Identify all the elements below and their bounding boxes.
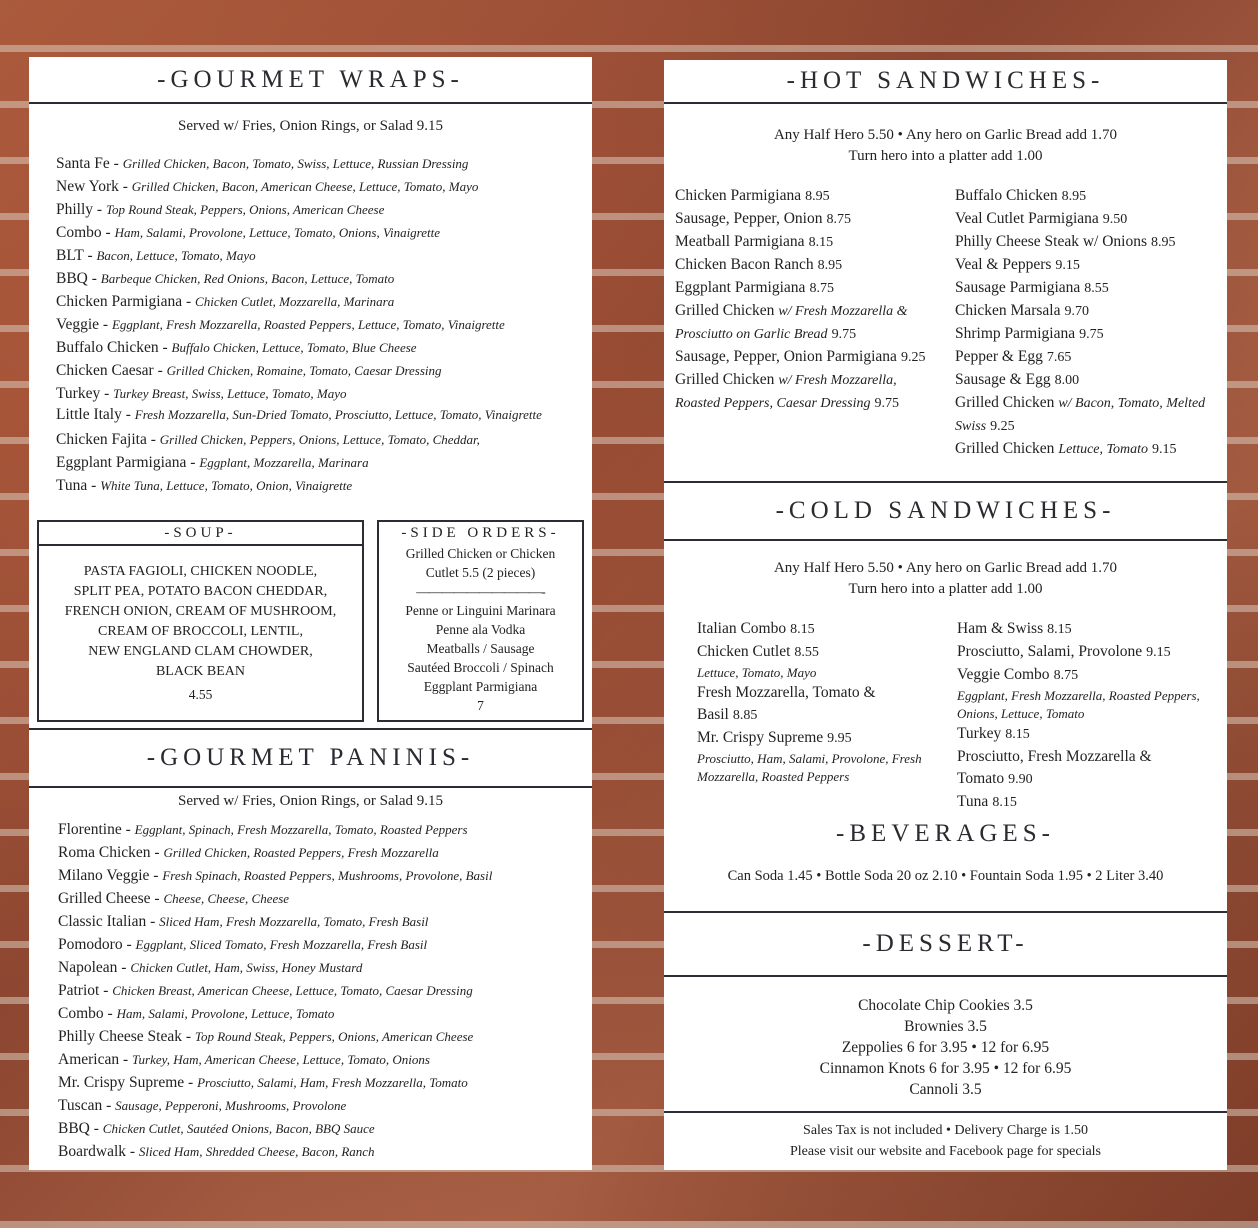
sandwich-name: Buffalo Chicken — [955, 187, 1058, 204]
sandwich-item — [675, 369, 937, 415]
dessert-item: Chocolate Chip Cookies 3.5 — [858, 997, 1033, 1014]
dessert-title: -DESSERT- — [664, 911, 1227, 977]
menu-item — [56, 474, 571, 497]
sandwich-price: 8.85 — [732, 708, 758, 723]
sandwich-item — [675, 254, 937, 277]
sandwich-item — [955, 346, 1220, 369]
cold-right-list — [957, 618, 1222, 814]
item-name: Tuscan - — [58, 1097, 116, 1114]
item-name: Grilled Cheese - — [58, 890, 164, 907]
menu-item — [56, 359, 571, 382]
item-name: BBQ - — [58, 1120, 103, 1137]
item-description: Grilled Chicken, Peppers, Onions, Lettuce, Tomato, Cheddar, — [159, 432, 480, 447]
wraps-list — [56, 152, 571, 497]
item-name: Milano Veggie - — [58, 867, 163, 884]
footer-line1: Sales Tax is not included • Delivery Charge is 1.50 — [803, 1123, 1088, 1138]
paninis-title: -GOURMET PANINIS- — [29, 728, 592, 788]
item-name: Mr. Crispy Supreme - — [58, 1074, 198, 1091]
hot-line2: Turn hero into a platter add 1.00 — [848, 148, 1043, 164]
sandwich-name: Ham & Swiss — [957, 620, 1044, 637]
beverages-title: -BEVERAGES- — [836, 820, 1055, 847]
item-name: Roma Chicken - — [58, 844, 164, 861]
sandwich-item — [697, 682, 927, 727]
sandwich-item — [955, 231, 1220, 254]
item-name: Turkey - — [56, 385, 114, 402]
sandwich-name: Sausage, Pepper, Onion — [675, 210, 823, 227]
sandwich-price: 8.75 — [1053, 668, 1079, 683]
side-orders-line1: Grilled Chicken or Chicken — [405, 546, 556, 561]
menu-item — [58, 1071, 573, 1094]
beverages-line: Can Soda 1.45 • Bottle Soda 20 oz 2.10 • Fountain Soda 1.95 • 2 Liter 3.40 — [727, 868, 1164, 884]
dessert-list — [664, 995, 1227, 1100]
side-orders-list — [379, 601, 582, 696]
sandwich-name: Grilled Chicken — [955, 394, 1059, 411]
footer-divider — [664, 1111, 1227, 1113]
sandwich-price: 9.15 — [1152, 442, 1177, 457]
sandwich-item — [957, 641, 1222, 664]
sandwich-name: Tuna — [957, 793, 989, 810]
sandwich-item — [955, 300, 1220, 323]
item-description: Barbeque Chicken, Red Onions, Bacon, Lettuce, Tomato — [100, 271, 395, 286]
sandwich-price: 8.15 — [992, 795, 1017, 810]
menu-item — [58, 1140, 573, 1163]
item-description: Grilled Chicken, Bacon, Tomato, Swiss, Lettuce, Russian Dressing — [122, 156, 469, 171]
item-description: Bacon, Lettuce, Tomato, Mayo — [96, 248, 256, 263]
cold-left-list — [697, 618, 927, 786]
sandwich-item — [675, 277, 937, 300]
menu-item — [56, 451, 571, 474]
menu-item — [56, 405, 571, 424]
sandwich-price: 8.95 — [805, 189, 830, 204]
sandwich-item — [957, 618, 1222, 641]
sandwich-price: 9.90 — [1008, 772, 1033, 787]
menu-item — [58, 1117, 573, 1140]
sandwich-price: 8.75 — [809, 281, 834, 296]
dessert-item: Cinnamon Knots 6 for 3.95 • 12 for 6.95 — [819, 1060, 1072, 1077]
wraps-title: -GOURMET WRAPS- — [29, 57, 592, 104]
sandwich-price: 9.15 — [1146, 645, 1171, 660]
sandwich-price: 9.25 — [990, 419, 1015, 434]
sandwich-item — [697, 641, 927, 682]
item-description: Fresh Mozzarella, Sun-Dried Tomato, Prosciutto, Lettuce, Tomato, Vinaigrette — [134, 407, 542, 422]
side-orders-price: 7 — [477, 698, 484, 713]
item-name: Eggplant Parmigiana - — [56, 454, 200, 471]
item-description: Eggplant, Spinach, Fresh Mozzarella, Tomato, Roasted Peppers — [134, 822, 468, 837]
item-description: Chicken Cutlet, Sautéed Onions, Bacon, BBQ Sauce — [102, 1121, 375, 1136]
item-name: Santa Fe - — [56, 155, 123, 172]
soup-price: 4.55 — [188, 687, 213, 702]
cold-line1: Any Half Hero 5.50 • Any hero on Garlic Bread add 1.70 — [773, 560, 1118, 576]
sandwich-item — [955, 369, 1220, 392]
sandwich-item — [697, 618, 927, 641]
sandwich-price: 9.15 — [1055, 258, 1080, 273]
item-description: Top Round Steak, Peppers, Onions, American Cheese — [194, 1029, 474, 1044]
item-description: Grilled Chicken, Roasted Peppers, Fresh Mozzarella — [163, 845, 439, 860]
item-name: Veggie - — [56, 316, 112, 333]
item-description: White Tuna, Lettuce, Tomato, Onion, Vinaigrette — [100, 478, 353, 493]
side-orders-title: -SIDE ORDERS- — [401, 525, 560, 541]
soup-item: PASTA FAGIOLI, CHICKEN NOODLE, — [83, 564, 318, 579]
sandwich-item — [957, 723, 1222, 746]
sandwich-name: Chicken Bacon Ranch — [675, 256, 814, 273]
sandwich-name: Prosciutto, Fresh Mozzarella & Tomato — [957, 748, 1152, 787]
sandwich-note: Lettuce, Tomato, Mayo — [697, 665, 817, 680]
sandwich-name: Meatball Parmigiana — [675, 233, 805, 250]
sandwich-price: 8.75 — [826, 212, 851, 227]
sandwich-price: 9.75 — [831, 327, 857, 342]
item-name: Philly - — [56, 201, 106, 218]
sandwich-name: Grilled Chicken — [675, 302, 779, 319]
item-description: Fresh Spinach, Roasted Peppers, Mushrooms, Provolone, Basil — [162, 868, 493, 883]
side-order-item: Penne ala Vodka — [435, 622, 526, 637]
item-name: Chicken Fajita - — [56, 431, 160, 448]
menu-item — [58, 864, 573, 887]
soup-list — [39, 546, 362, 682]
sandwich-item — [955, 185, 1220, 208]
sandwich-item — [675, 208, 937, 231]
item-name: Tuna - — [56, 477, 101, 494]
soup-item: CREAM OF BROCCOLI, LENTIL, — [98, 624, 303, 639]
menu-item — [58, 1025, 573, 1048]
sandwich-name: Mr. Crispy Supreme — [697, 729, 824, 746]
sandwich-item — [675, 185, 937, 208]
soup-item: SPLIT PEA, POTATO BACON CHEDDAR, — [73, 584, 328, 599]
sandwich-item — [957, 791, 1222, 814]
sandwich-name: Italian Combo — [697, 620, 787, 637]
sandwich-note: Eggplant, Fresh Mozzarella, Roasted Peppers, Onions, Lettuce, Tomato — [957, 688, 1200, 721]
sandwich-item — [955, 438, 1220, 461]
soup-title: -SOUP- — [39, 522, 362, 546]
sandwich-name: Sausage, Pepper, Onion Parmigiana — [675, 348, 897, 365]
item-description: Turkey, Ham, American Cheese, Lettuce, Tomato, Onions — [132, 1052, 430, 1067]
wraps-subtitle: Served w/ Fries, Onion Rings, or Salad 9.15 — [178, 118, 443, 134]
item-name: BLT - — [56, 247, 97, 264]
menu-item — [56, 313, 571, 336]
sandwich-description: w/ Fresh Mozzarella & Prosciutto on Garlic Bread — [675, 304, 908, 342]
sandwich-name: Pepper & Egg — [955, 348, 1043, 365]
sandwich-item — [675, 346, 937, 369]
sandwich-price: 8.55 — [1084, 281, 1109, 296]
item-name: New York - — [56, 178, 132, 195]
menu-item — [56, 382, 571, 405]
menu-item — [58, 1002, 573, 1025]
sandwich-item — [697, 727, 927, 786]
soup-item: FRENCH ONION, CREAM OF MUSHROOM, — [64, 604, 337, 619]
sandwich-name: Turkey — [957, 725, 1002, 742]
cold-line2: Turn hero into a platter add 1.00 — [848, 581, 1043, 597]
dessert-item: Cannoli 3.5 — [909, 1081, 982, 1098]
item-name: American - — [58, 1051, 133, 1068]
sandwich-name: Chicken Marsala — [955, 302, 1061, 319]
hot-line1: Any Half Hero 5.50 • Any hero on Garlic Bread add 1.70 — [773, 127, 1118, 143]
sandwich-price: 9.75 — [1079, 327, 1104, 342]
cold-title: -COLD SANDWICHES- — [664, 481, 1227, 541]
menu-item — [58, 1094, 573, 1117]
left-menu-panel — [29, 57, 592, 1170]
sandwich-name: Chicken Cutlet — [697, 643, 791, 660]
sandwich-price: 9.75 — [874, 396, 899, 411]
sandwich-item — [955, 392, 1220, 438]
menu-item — [58, 818, 573, 841]
item-name: BBQ - — [56, 270, 101, 287]
soup-item: NEW ENGLAND CLAM CHOWDER, — [88, 644, 313, 659]
sandwich-name: Prosciutto, Salami, Provolone — [957, 643, 1143, 660]
item-description: Chicken Cutlet, Ham, Swiss, Honey Mustard — [130, 960, 363, 975]
side-orders-divider: ——————————- — [416, 584, 545, 599]
sandwich-price: 8.95 — [1151, 235, 1176, 250]
sandwich-name: Grilled Chicken — [955, 440, 1059, 457]
sandwich-price: 8.95 — [1061, 189, 1087, 204]
sandwich-item — [957, 746, 1222, 791]
sandwich-description: w/ Bacon, Tomato, Melted Swiss — [955, 396, 1206, 434]
sandwich-name: Veal Cutlet Parmigiana — [955, 210, 1099, 227]
sandwich-name: Grilled Chicken — [675, 371, 779, 388]
sandwich-name: Fresh Mozzarella, Tomato & Basil — [697, 684, 876, 723]
menu-item — [58, 910, 573, 933]
sandwich-description: w/ Fresh Mozzarella, Roasted Peppers, Caesar Dressing — [675, 373, 897, 411]
sandwich-price: 8.55 — [794, 645, 819, 660]
sandwich-price: 9.95 — [827, 731, 852, 746]
menu-item — [56, 152, 571, 175]
sandwich-name: Chicken Parmigiana — [675, 187, 802, 204]
dessert-item: Brownies 3.5 — [904, 1018, 987, 1035]
footer-line2: Please visit our website and Facebook page for specials — [789, 1144, 1102, 1159]
sandwich-note: Prosciutto, Ham, Salami, Provolone, Fresh Mozzarella, Roasted Peppers — [697, 751, 922, 784]
side-order-item: Meatballs / Sausage — [426, 641, 535, 656]
sandwich-name: Veal & Peppers — [955, 256, 1052, 273]
sandwich-name: Sausage & Egg — [955, 371, 1051, 388]
menu-item — [56, 198, 571, 221]
item-description: Turkey Breast, Swiss, Lettuce, Tomato, Mayo — [113, 386, 347, 401]
sandwich-name: Shrimp Parmigiana — [955, 325, 1076, 342]
menu-item — [58, 841, 573, 864]
item-name: Combo - — [56, 224, 115, 241]
menu-item — [58, 933, 573, 956]
sandwich-price: 9.25 — [900, 350, 926, 365]
menu-item — [58, 956, 573, 979]
paninis-list — [58, 818, 573, 1163]
item-description: Cheese, Cheese, Cheese — [163, 891, 290, 906]
item-name: Classic Italian - — [58, 913, 160, 930]
item-description: Chicken Cutlet, Mozzarella, Marinara — [195, 294, 395, 309]
item-name: Philly Cheese Steak - — [58, 1028, 195, 1045]
item-description: Ham, Salami, Provolone, Lettuce, Tomato, Onions, Vinaigrette — [114, 225, 441, 240]
side-orders-box — [377, 520, 584, 722]
item-description: Chicken Breast, American Cheese, Lettuce, Tomato, Caesar Dressing — [112, 983, 473, 998]
hot-right-list — [955, 185, 1220, 461]
menu-item — [56, 336, 571, 359]
side-order-item: Eggplant Parmigiana — [423, 679, 538, 694]
sandwich-name: Sausage Parmigiana — [955, 279, 1081, 296]
sandwich-item — [675, 231, 937, 254]
item-name: Little Italy - — [56, 406, 135, 423]
sandwich-item — [957, 664, 1222, 723]
sandwich-price: 7.65 — [1046, 350, 1072, 365]
sandwich-item — [955, 254, 1220, 277]
item-description: Prosciutto, Salami, Ham, Fresh Mozzarella, Tomato — [197, 1075, 468, 1090]
menu-item — [56, 267, 571, 290]
sandwich-price: 9.70 — [1064, 304, 1089, 319]
item-description: Sliced Ham, Shredded Cheese, Bacon, Ranch — [138, 1144, 375, 1159]
sandwich-item — [675, 300, 937, 346]
menu-item — [56, 244, 571, 267]
sandwich-price: 8.95 — [817, 258, 843, 273]
menu-item — [56, 221, 571, 244]
menu-item — [58, 887, 573, 910]
item-description: Eggplant, Fresh Mozzarella, Roasted Peppers, Lettuce, Tomato, Vinaigrette — [111, 317, 505, 332]
soup-item: BLACK BEAN — [155, 664, 246, 679]
item-description: Sliced Ham, Fresh Mozzarella, Tomato, Fresh Basil — [159, 914, 429, 929]
item-name: Patriot - — [58, 982, 113, 999]
right-menu-panel — [664, 60, 1227, 1170]
menu-item — [58, 1048, 573, 1071]
item-name: Boardwalk - — [58, 1143, 139, 1160]
item-description: Eggplant, Mozzarella, Marinara — [199, 455, 369, 470]
item-description: Grilled Chicken, Bacon, American Cheese, Lettuce, Tomato, Mayo — [131, 179, 479, 194]
soup-box — [37, 520, 364, 722]
side-order-item: Penne or Linguini Marinara — [405, 603, 556, 618]
sandwich-name: Veggie Combo — [957, 666, 1050, 683]
item-description: Top Round Steak, Peppers, Onions, American Cheese — [105, 202, 385, 217]
item-description: Ham, Salami, Provolone, Lettuce, Tomato — [116, 1006, 335, 1021]
side-order-item: Sautéed Broccoli / Spinach — [407, 660, 554, 675]
sandwich-name: Eggplant Parmigiana — [675, 279, 806, 296]
sandwich-price: 8.15 — [790, 622, 815, 637]
sandwich-price: 8.15 — [808, 235, 834, 250]
item-name: Florentine - — [58, 821, 135, 838]
item-description: Buffalo Chicken, Lettuce, Tomato, Blue Cheese — [171, 340, 417, 355]
menu-item — [56, 175, 571, 198]
menu-item — [58, 979, 573, 1002]
sandwich-price: 9.50 — [1102, 212, 1128, 227]
item-name: Napolean - — [58, 959, 131, 976]
sandwich-name: Philly Cheese Steak w/ Onions — [955, 233, 1148, 250]
item-name: Combo - — [58, 1005, 117, 1022]
item-name: Buffalo Chicken - — [56, 339, 172, 356]
item-name: Pomodoro - — [58, 936, 136, 953]
item-name: Chicken Caesar - — [56, 362, 167, 379]
item-name: Chicken Parmigiana - — [56, 293, 196, 310]
menu-item — [56, 290, 571, 313]
menu-item — [56, 428, 571, 451]
side-orders-line2: Cutlet 5.5 (2 pieces) — [425, 565, 536, 580]
paninis-subtitle: Served w/ Fries, Onion Rings, or Salad 9.15 — [178, 793, 443, 809]
hot-title: -HOT SANDWICHES- — [664, 60, 1227, 104]
sandwich-price: 8.00 — [1054, 373, 1080, 388]
sandwich-item — [955, 208, 1220, 231]
sandwich-item — [955, 277, 1220, 300]
hot-left-list — [675, 185, 937, 415]
dessert-item: Zeppolies 6 for 3.95 • 12 for 6.95 — [841, 1039, 1050, 1056]
item-description: Sausage, Pepperoni, Mushrooms, Provolone — [115, 1098, 347, 1113]
sandwich-price: 8.15 — [1047, 622, 1072, 637]
sandwich-price: 8.15 — [1005, 727, 1030, 742]
item-description: Grilled Chicken, Romaine, Tomato, Caesar Dressing — [166, 363, 442, 378]
item-description: Eggplant, Sliced Tomato, Fresh Mozzarella, Fresh Basil — [135, 937, 428, 952]
sandwich-item — [955, 323, 1220, 346]
sandwich-description: Lettuce, Tomato — [1058, 442, 1149, 457]
